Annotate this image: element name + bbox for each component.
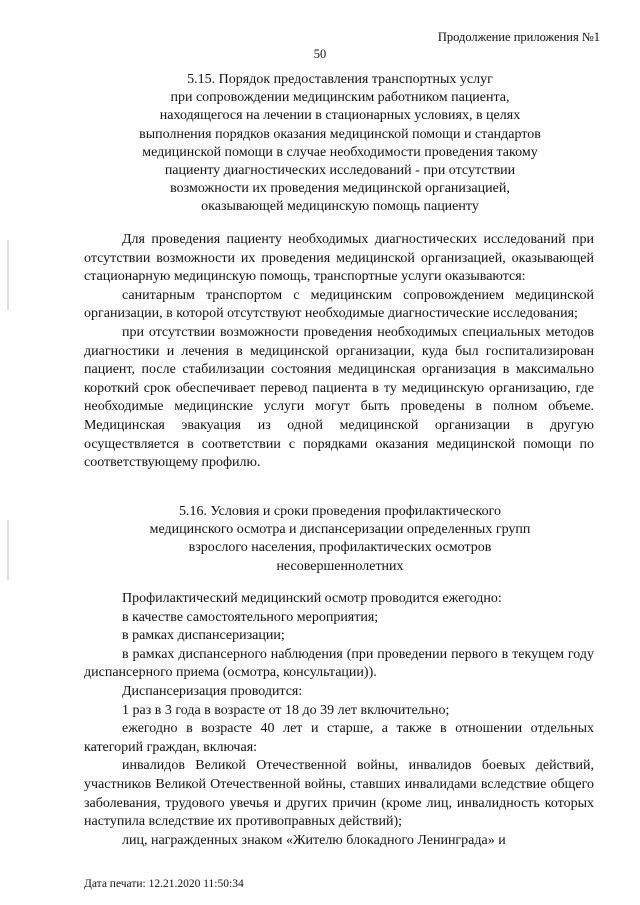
title-line: медицинской помощи в случае необходимости проведения такому bbox=[142, 144, 538, 160]
paragraph: ежегодно в возрасте 40 лет и старше, а также в отношении отдельных категорий граждан, включая: bbox=[84, 721, 594, 755]
paragraph: 1 раз в 3 года в возрасте от 18 до 39 лет включительно; bbox=[122, 702, 450, 718]
section-516-title bbox=[100, 503, 580, 576]
title-line: взрослого населения, профилактических осмотров bbox=[188, 540, 492, 556]
title-line: при сопровождении медицинским работником пациента, bbox=[170, 90, 510, 106]
page-number: 50 bbox=[313, 47, 327, 61]
title-line: медицинского осмотра и диспансеризации определенных групп bbox=[149, 522, 531, 538]
title-line: выполнения порядков оказания медицинской помощи и стандартов bbox=[139, 126, 541, 142]
paragraph: при отсутствии возможности проведения необходимых специальных методов диагностики и лечения в медицинской организации, куда был госпитализирован пациент, после стабилизации состояния медицинская организация в максимально короткий срок обеспечивает перевод пациента в ту медицинскую организацию, где необходимые медицинские услуги могут быть проведены в полном объеме. Медицинская эвакуация из одной медицинской организации в другую осуществляется в соответствии с порядками оказания медицинской помощи по соответствующему профилю. bbox=[84, 324, 594, 471]
title-line: оказывающей медицинскую помощь пациенту bbox=[201, 199, 479, 215]
section-515-title bbox=[100, 71, 580, 217]
paragraph: лиц, награжденных знаком «Жителю блокадного Ленинграда» и bbox=[122, 832, 506, 848]
paragraph: в качестве самостоятельного мероприятия; bbox=[122, 609, 379, 625]
title-line: возможности их проведения медицинской организацией, bbox=[170, 181, 510, 197]
paragraph: Диспансеризация проводится: bbox=[122, 683, 303, 699]
appendix-continuation-note: Продолжение приложения №1 bbox=[437, 30, 600, 44]
paragraph: Профилактический медицинский осмотр проводится ежегодно: bbox=[122, 591, 502, 606]
paragraph: санитарным транспортом с медицинским сопровождением медицинской организации, в которой отсутствуют необходимые диагностические исследования; bbox=[84, 287, 594, 322]
paragraph: в рамках диспансерного наблюдения (при проведении первого в текущем году диспансерного приема (осмотра, консультации)). bbox=[84, 646, 594, 681]
scan-margin-mark bbox=[7, 240, 9, 310]
title-line: 5.16. Условия и сроки проведения профилактического bbox=[178, 504, 502, 519]
title-line: пациенту диагностических исследований - при отсутствии bbox=[164, 163, 516, 179]
title-line: 5.15. Порядок предоставления транспортных услуг bbox=[187, 72, 493, 87]
section-515-body bbox=[84, 231, 594, 473]
title-line: находящегося на лечении в стационарных условиях, в целях bbox=[159, 108, 521, 124]
paragraph: в рамках диспансеризации; bbox=[122, 628, 285, 644]
print-date: Дата печати: 12.21.2020 11:50:34 bbox=[84, 878, 244, 890]
paragraph: инвалидов Великой Отечественной войны, инвалидов боевых действий, участников Великой Отечественной войны, ставших инвалидами вследствие общего заболевания, трудового увечья и других причин (кроме лиц, инвалидность которых наступила вследствие их противоправных действий); bbox=[84, 758, 594, 830]
paragraph: Для проведения пациенту необходимых диагностических исследований при отсутствии возможности их проведения медицинской организацией, оказывающей стационарную медицинскую помощь, транспортные услуги оказываются: bbox=[84, 232, 594, 285]
scan-margin-mark bbox=[7, 520, 9, 580]
section-516-body bbox=[84, 590, 594, 850]
title-line: несовершеннолетних bbox=[276, 558, 404, 574]
